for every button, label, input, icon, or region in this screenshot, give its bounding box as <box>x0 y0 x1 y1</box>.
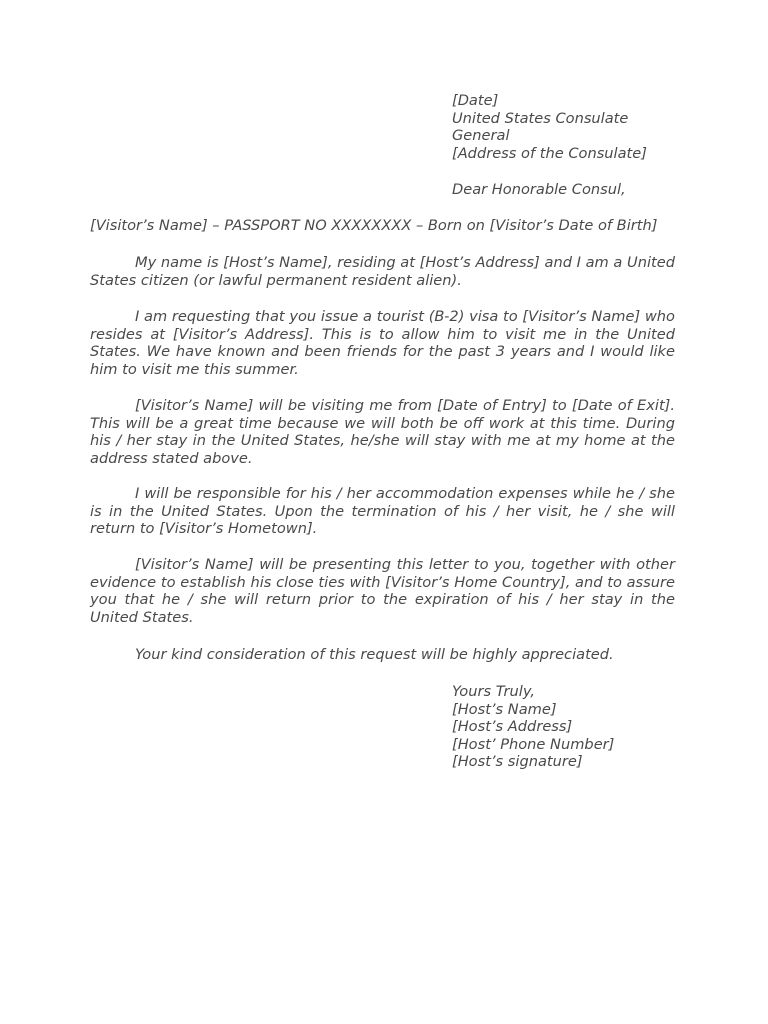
salutation: Dear Honorable Consul, <box>452 181 626 198</box>
recipient-header <box>452 92 652 162</box>
paragraph-appreciation: Your kind consideration of this request will be highly appreciated. <box>135 646 614 663</box>
host-name: [Host’s Name] <box>452 700 557 718</box>
letter-date: [Date] <box>452 92 499 109</box>
recipient-name-line1: United States Consulate <box>452 109 629 127</box>
host-signature: [Host’s signature] <box>452 753 583 770</box>
valediction: Yours Truly, <box>452 683 535 700</box>
host-phone: [Host’ Phone Number] <box>452 735 615 753</box>
paragraph-visit-dates: [Visitor’s Name] will be visiting me from [Date of Entry] to [Date of Exit]. This will be a great time because we will both be off work at this time. During his / her stay in the United States, he/she will stay with me at my home at the address stated above. <box>90 397 675 467</box>
reference-line: [Visitor’s Name] – PASSPORT NO XXXXXXXX – Born on [Visitor’s Date of Birth] <box>90 217 658 234</box>
consulate-address: [Address of the Consulate] <box>452 144 647 162</box>
paragraph-visa-request: I am requesting that you issue a tourist (B-2) visa to [Visitor’s Name] who resides at [Visitor’s Address]. This is to allow him to visit me in the United States. We have known and been friends for the past 3 years and I would like him to visit me this summer. <box>90 308 675 378</box>
host-address: [Host’s Address] <box>452 718 573 735</box>
paragraph-introduction: My name is [Host’s Name], residing at [Host’s Address] and I am a United States citizen (or lawful permanent resident alien). <box>90 254 675 289</box>
paragraph-evidence: [Visitor’s Name] will be presenting this letter to you, together with other evidence to establish his close ties with [Visitor’s Home Country], and to assure you that he / she will return prior to the expiration of his / her stay in the United States. <box>90 556 675 626</box>
paragraph-responsibility: I will be responsible for his / her accommodation expenses while he / she is in the United States. Upon the termination of his / her visit, he / she will return to [Visitor’s Hometown]. <box>90 485 675 537</box>
recipient-name-line2: General <box>452 127 510 144</box>
closing-block <box>452 683 652 771</box>
